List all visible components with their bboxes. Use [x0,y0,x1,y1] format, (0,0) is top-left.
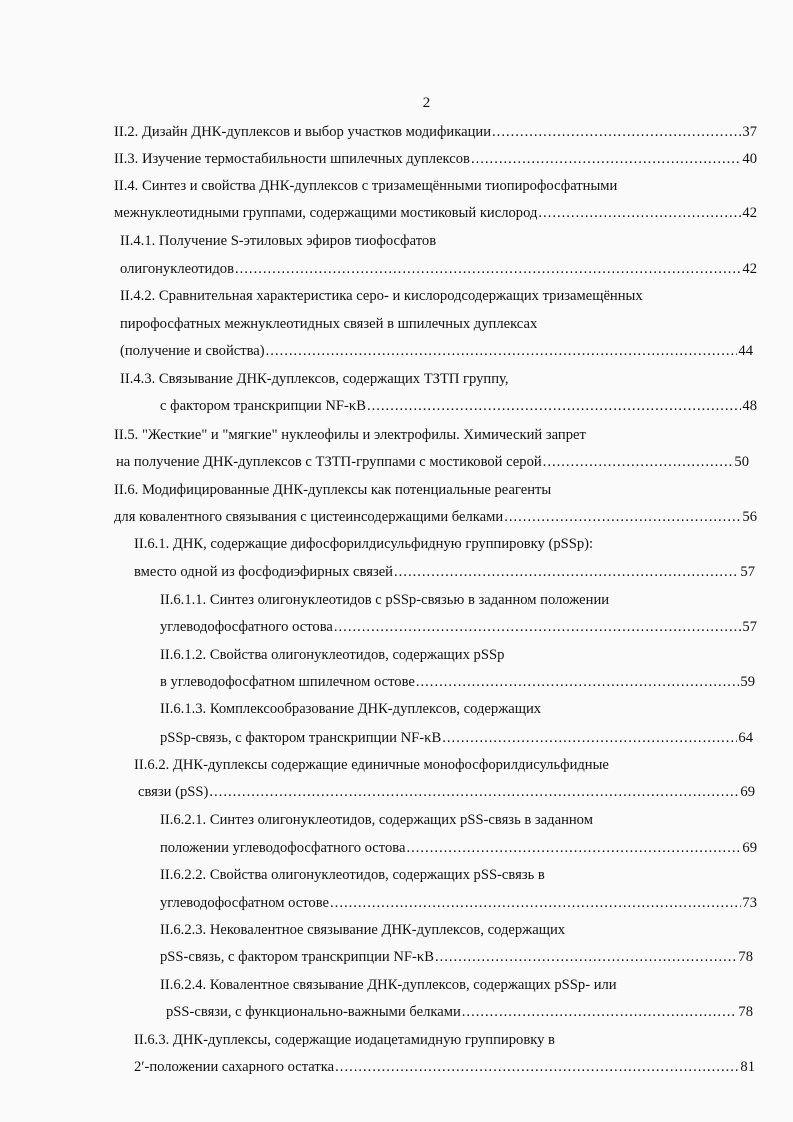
toc-leader [367,395,741,417]
toc-entry-title: вместо одной из фосфодиэфирных связей [134,564,393,580]
toc-entry-line: II.6.1. ДНК, содержащие дифосфорилдисульфидную группировку (pSSp): [134,536,594,552]
toc-entry-title: на получение ДНК-дуплексов с ТЗТП-группами с мостиковой серой [116,454,542,470]
toc-entry [160,671,755,693]
toc-entry-title: олигонуклеотидов [120,261,234,277]
toc-entry-title: pSSp-связь, с фактором транскрипции NF-κB [160,730,442,746]
toc-leader [235,258,741,280]
toc-entry-title: pSS-связь, с фактором транскрипции NF-κB [160,949,434,965]
toc-entry-page: 56 [742,509,757,525]
toc-leader [330,892,741,914]
toc-entry-line: II.5. "Жесткие" и "мягкие" нуклеофилы и электрофилы. Химический запрет [114,427,586,443]
toc-leader [394,561,739,583]
toc-entry-page: 78 [738,1004,753,1020]
toc-entry [160,892,757,914]
toc-entry-line: II.4. Синтез и свойства ДНК-дуплексов с тризамещёнными тиопирофосфатными [114,178,618,194]
toc-entry-line: II.4.2. Сравнительная характеристика серо- и кислородсодержащих тризамещённых [120,288,643,304]
toc-entry [120,340,753,362]
toc-entry [114,202,757,224]
toc-entry-line: II.6. Модифицированные ДНК-дуплексы как потенциальные реагенты [114,482,552,498]
toc-entry [160,616,757,638]
toc-leader [406,837,741,859]
toc-entry-title: (получение и свойства) [120,343,265,359]
toc-entry [114,121,757,143]
toc-leader [209,781,739,803]
toc-entry-line: II.6.2.3. Нековалентное связывание ДНК-дуплексов, содержащих [160,922,566,938]
toc-entry-page: 73 [742,895,757,911]
toc-entry-line: II.6.1.1. Синтез олигонуклеотидов с pSSp-связью в заданном положении [160,592,610,608]
toc-entry [160,727,753,749]
toc-entry-title: в углеводофосфатном шпилечном остове [160,674,415,690]
toc-entry [160,946,753,968]
toc-entry-page: 48 [742,398,757,414]
toc-entry-title: связи (pSS) [138,784,209,800]
toc-entry-title: с фактором транскрипции NF-κB [160,398,366,414]
toc-leader [504,506,741,528]
toc-entry-line: II.6.2.2. Свойства олигонуклеотидов, содержащих pSS-связь в [160,867,545,883]
toc-entry-line: II.6.2.4. Ковалентное связывание ДНК-дуплексов, содержащих pSSp- или [160,977,617,993]
toc-leader [471,148,741,170]
toc-leader [266,340,738,362]
toc-entry [134,561,755,583]
toc-leader [435,946,737,968]
toc-entry-title: 2′-положении сахарного остатка [134,1059,335,1075]
toc-entry-line: II.4.3. Связывание ДНК-дуплексов, содержащих ТЗТП группу, [120,371,509,387]
toc-entry-page: 40 [742,151,757,167]
toc-entry-page: 57 [740,564,755,580]
toc-leader [462,1001,738,1023]
toc-entry [120,258,757,280]
toc-entry-page: 59 [740,674,755,690]
toc-leader [416,671,740,693]
toc-entry-title: для ковалентного связывания с цистеинсодержащими белками [114,509,504,525]
toc-leader [442,727,737,749]
toc-entry-line: II.6.1.2. Свойства олигонуклеотидов, содержащих pSSp [160,647,505,663]
toc-entry-page: 81 [740,1059,755,1075]
toc-entry-page: 50 [734,454,749,470]
toc-leader [492,121,741,143]
toc-entry [166,1001,753,1023]
page-number: 2 [422,95,431,111]
toc-entry-line: II.6.2.1. Синтез олигонуклеотидов, содержащих pSS-связь в заданном [160,812,593,828]
toc-entry-title: II.3. Изучение термостабильности шпилечных дуплексов [114,151,470,167]
toc-entry-page: 42 [742,205,757,221]
toc-entry-page: 44 [738,343,753,359]
toc-entry [134,1056,755,1078]
toc-entry-page: 69 [742,840,757,856]
toc-entry-title: II.2. Дизайн ДНК-дуплексов и выбор участков модификации [114,124,492,140]
toc-entry-line: II.4.1. Получение S-этиловых эфиров тиофосфатов [120,233,437,249]
toc-entry-page: 37 [742,124,757,140]
toc-entry [116,451,749,473]
toc-entry-title: углеводофосфатного остова [160,619,333,635]
toc-entry [138,781,755,803]
toc-entry-title: углеводофосфатном остове [160,895,330,911]
toc-entry [114,506,757,528]
toc-entry [160,837,757,859]
toc-entry-line: II.6.3. ДНК-дуплексы, содержащие иодацетамидную группировку в [134,1032,555,1048]
toc-entry-page: 64 [738,730,753,746]
toc-leader [543,451,734,473]
toc-leader [538,202,741,224]
toc-entry-title: pSS-связи, с функционально-важными белками [166,1004,461,1020]
toc-leader [334,616,742,638]
toc-entry [160,395,757,417]
toc-entry-page: 42 [742,261,757,277]
toc-leader [335,1056,739,1078]
toc-entry-page: 78 [738,949,753,965]
toc-entry-line: пирофосфатных межнуклеотидных связей в шпилечных дуплексах [120,316,538,332]
toc-entry-title: межнуклеотидными группами, содержащими мостиковый кислород [114,205,538,221]
toc-entry-line: II.6.1.3. Комплексообразование ДНК-дуплексов, содержащих [160,701,542,717]
toc-entry-page: 69 [740,784,755,800]
toc-entry-line: II.6.2. ДНК-дуплексы содержащие единичные монофосфорилдисульфидные [134,757,609,773]
toc-entry-page: 57 [742,619,757,635]
toc-entry [114,148,757,170]
toc-entry-title: положении углеводофосфатного остова [160,840,406,856]
